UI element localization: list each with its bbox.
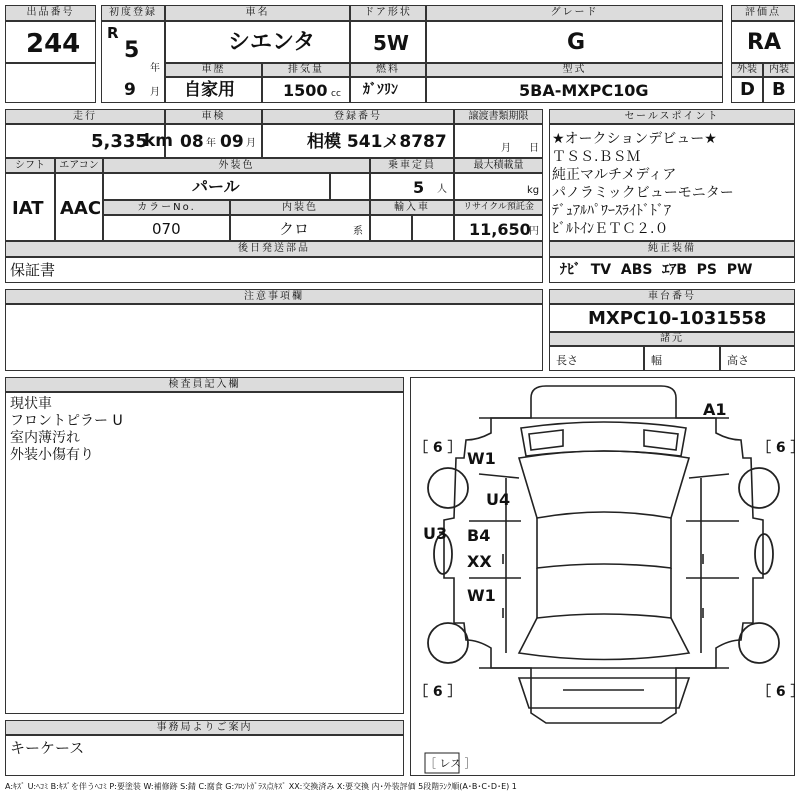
reg-year: 5: [124, 38, 140, 63]
later-items-header: 後日発送部品: [5, 241, 543, 257]
damage-mark: U4: [486, 490, 511, 509]
ext-color-sub-box: [330, 173, 370, 200]
recycle-fee: 11,650: [469, 220, 531, 239]
yen-unit: 円: [529, 226, 539, 237]
displacement-header: 排気量: [262, 63, 350, 77]
tire-front-right: ［ 6 ］: [757, 440, 805, 456]
reg-month: 9: [124, 80, 136, 100]
reg-no: 相模 541メ8787: [307, 132, 447, 152]
insp-year: 08: [180, 132, 204, 152]
car-name-header: 車名: [165, 5, 350, 21]
shift-header: シフト: [5, 158, 55, 173]
max-load-box: [454, 173, 543, 200]
import-box-b: [412, 215, 454, 241]
insp-year-unit: 年: [206, 138, 216, 149]
int-color: クロ: [279, 220, 310, 238]
load-unit: kg: [527, 185, 540, 196]
capacity-box: [370, 173, 454, 200]
notes-header: 注意事項欄: [5, 289, 543, 304]
inspector-header: 検査員記入欄: [5, 377, 404, 392]
color-no-box: [103, 215, 230, 241]
length-box: [549, 346, 644, 371]
mileage-box: [5, 124, 174, 158]
door-type: 5W: [373, 31, 409, 55]
lot-no-box: [5, 21, 96, 63]
sales-point-box: [549, 124, 795, 241]
exterior-header: 外装: [731, 63, 763, 77]
score: RA: [747, 30, 781, 55]
model-box: [426, 77, 723, 103]
era: R: [107, 24, 119, 42]
displacement: 1500: [283, 81, 328, 100]
history-box: [165, 77, 262, 103]
color-no-header: カラーNo.: [103, 200, 230, 215]
later-items: 保証書: [10, 261, 56, 279]
office-header: 事務局よりご案内: [5, 720, 404, 735]
car-name: シエンタ: [228, 30, 316, 55]
grade-box: [426, 21, 723, 63]
sales-point-header: セールスポイント: [549, 109, 795, 124]
displacement-box: [262, 77, 350, 103]
sales-points: ★オークションデビュー★ ＴＳＳ.ＢＳＭ 純正マルチメディア パノラミックビューモニター ﾃﾞｭｱﾙﾊﾟﾜｰｽﾗｲﾄﾞﾄﾞｱ ﾋﾞﾙﾄｲﾝＥＴＣ２.０: [552, 131, 734, 237]
tire-rear-right: ［ 6 ］: [757, 684, 805, 700]
model-code: 5BA-MXPC10G: [519, 81, 649, 100]
recycle-header: リサイクル預託金: [454, 200, 543, 215]
lot-no-header: 出品番号: [5, 5, 96, 21]
tire-front-left: ［ 6 ］: [414, 440, 462, 456]
tire-rear-left: ［ 6 ］: [414, 684, 462, 700]
lot-blank-box: [5, 63, 96, 103]
later-items-box: [5, 257, 543, 283]
mileage: 5,335: [91, 131, 148, 152]
import-box-a: [370, 215, 412, 241]
chassis-box: [549, 304, 795, 332]
ext-color-box: [103, 173, 330, 200]
door-box: [350, 21, 426, 63]
deadline-day-unit: 日: [529, 143, 539, 154]
door-header: ドア形状: [350, 5, 426, 21]
grade-header: グレード: [426, 5, 723, 21]
equipment: ﾅﾋﾞ TV ABS ｴｱB PS PW: [560, 262, 753, 278]
deadline-box: [454, 124, 543, 158]
cc-unit: cc: [331, 89, 341, 99]
import-header: 輸入車: [370, 200, 454, 215]
deadline-month-unit: 月: [501, 143, 511, 154]
insp-month: 09: [220, 132, 244, 152]
aircon-box: [55, 173, 103, 241]
fuel-box: [350, 77, 426, 103]
aircon-header: エアコン: [55, 158, 103, 173]
interior-score: B: [772, 79, 786, 100]
car-diagram-svg: [411, 378, 796, 777]
length-label: 長さ: [556, 354, 578, 367]
exterior-box: [731, 77, 763, 103]
capacity: 5: [413, 178, 425, 197]
inspector-notes: 現状車 フロントピラー U 室内薄汚れ 外装小傷有り: [10, 396, 123, 463]
inspection-header: 車検: [165, 109, 262, 124]
capacity-header: 乗車定員: [370, 158, 454, 173]
equipment-box: [549, 257, 795, 283]
reg-no-header: 登録番号: [262, 109, 454, 124]
fuel: ｶﾞｿﾘﾝ: [363, 82, 398, 98]
car-name-box: [165, 21, 350, 63]
spare-tire: ［ レス ］: [425, 757, 476, 770]
mileage-header: 走行: [5, 109, 165, 124]
damage-mark: XX: [467, 552, 492, 571]
inspection-box: [165, 124, 262, 158]
width-box: [644, 346, 720, 371]
km-unit: km: [144, 131, 174, 151]
shift-box: [5, 173, 55, 241]
history-header: 車歴: [165, 63, 262, 77]
interior-header: 内装: [763, 63, 795, 77]
interior-box: [763, 77, 795, 103]
reg-no-box: [262, 124, 454, 158]
damage-mark: W1: [467, 586, 496, 605]
aircon: AAC: [60, 198, 102, 219]
int-color-header: 内装色: [230, 200, 370, 215]
recycle-box: [454, 215, 543, 241]
inspector-box: [5, 392, 404, 714]
int-color-unit: 系: [353, 226, 363, 237]
insp-month-unit: 月: [246, 138, 256, 149]
office-box: [5, 735, 404, 776]
office-notes: キーケース: [10, 739, 85, 757]
int-color-box: [230, 215, 370, 241]
damage-mark: U3: [423, 524, 448, 543]
capacity-unit: 人: [437, 184, 447, 195]
score-header: 評価点: [731, 5, 795, 21]
height-box: [720, 346, 795, 371]
model-header: 型式: [426, 63, 723, 77]
ext-color-header: 外装色: [103, 158, 370, 173]
width-label: 幅: [651, 354, 662, 367]
exterior-score: D: [740, 79, 755, 100]
height-label: 高さ: [727, 354, 749, 367]
damage-mark: B4: [467, 526, 491, 545]
car-diagram-box: [410, 377, 805, 776]
equipment-header: 純正装備: [549, 241, 795, 257]
notes-box: [5, 304, 543, 371]
chassis-header: 車台番号: [549, 289, 795, 304]
specs-header: 諸元: [549, 332, 795, 346]
shift: IAT: [12, 198, 44, 219]
lot-no: 244: [26, 29, 81, 59]
grade: G: [567, 30, 586, 55]
fuel-header: 燃料: [350, 63, 426, 77]
deadline-header: 譲渡書類期限: [454, 109, 543, 124]
color-no: 070: [152, 220, 181, 238]
ext-color: パール: [192, 177, 240, 196]
damage-mark: A1: [703, 400, 727, 419]
damage-legend: A:ｷｽﾞ U:ﾍｺﾐ B:ｷｽﾞを伴うﾍｺﾐ P:要塗装 W:補修跡 S:錆 C:腐食 G:ﾌﾛﾝﾄｶﾞﾗｽ点ｷｽﾞ XX:交換済み X:要交換 内･外装評価 5段階ﾗﾝｸ順(A･B･C･D･E) 1: [5, 782, 517, 791]
history: 自家用: [184, 80, 235, 100]
month-unit: 月: [150, 87, 160, 98]
score-box: [731, 21, 795, 63]
damage-mark: W1: [467, 449, 496, 468]
max-load-header: 最大積載量: [454, 158, 543, 173]
chassis-no: MXPC10-1031558: [588, 308, 767, 329]
first-reg-box: [101, 21, 165, 103]
first-reg-header: 初度登録: [101, 5, 165, 21]
year-unit: 年: [150, 63, 160, 74]
